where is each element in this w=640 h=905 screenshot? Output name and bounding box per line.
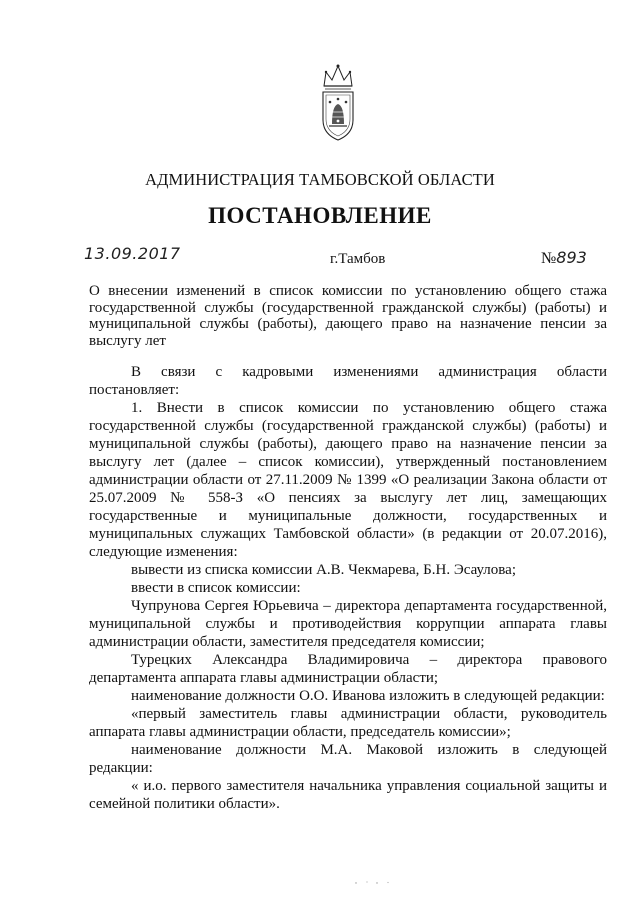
body-paragraph: «первый заместитель главы администрации области, руководитель аппарата главы администрации области, председатель комиссии»; <box>89 706 607 740</box>
body-paragraph: Турецких Александра Владимировича – директора правового департамента аппарата главы администрации области; <box>89 652 607 686</box>
body-paragraph: Чупрунова Сергея Юрьевича – директора департамента государственной, муниципальной службы и противодействия коррупции аппарата главы администрации области, заместителя председателя комиссии; <box>89 598 607 650</box>
body-paragraph: постановляет: <box>89 382 180 398</box>
handwritten-date: 13.09.2017 <box>84 244 181 263</box>
handwritten-number: 893 <box>556 248 587 267</box>
city-label: г.Тамбов <box>330 251 386 267</box>
body-paragraph: ввести в список комиссии: <box>131 580 301 596</box>
document-subject: О внесении изменений в список комиссии по установлению общего стажа государственной службы (государственной гражданской службы) (работы) и муниципальной службы (работы), дающего право на назначение пенсии за выслугу лет <box>89 283 607 349</box>
body-paragraph: наименование должности М.А. Маковой изложить в следующей редакции: <box>89 742 607 776</box>
scan-artifact <box>353 880 393 886</box>
authority-name: АДМИНИСТРАЦИЯ ТАМБОВСКОЙ ОБЛАСТИ <box>145 170 495 189</box>
body-paragraph: вывести из списка комиссии А.В. Чекмарева, Б.Н. Эсаулова; <box>131 562 516 578</box>
number-sign: № <box>541 250 557 267</box>
body-paragraph: В связи с кадровыми изменениями администрация области <box>131 364 607 380</box>
document-number <box>541 248 587 268</box>
body-paragraph: наименование должности О.О. Иванова изложить в следующей редакции: <box>131 688 605 704</box>
document-body <box>89 363 607 813</box>
tambov-coat-of-arms-icon <box>318 62 358 144</box>
document-type-title: ПОСТАНОВЛЕНИЕ <box>208 203 432 228</box>
body-paragraph: 1. Внести в список комиссии по установлению общего стажа государственной службы (государственной гражданской службы) (работы) и муниципальной службы (работы), дающего право на назначение пенсии за выслугу лет (далее – список комиссии), утвержденный постановлением администрации области от 27.11.2009 № 1399 «О реализации Закона области от 25.07.2009 № 558-З «О пенсиях за выслугу лет лиц, замещающих государственные и муниципальные должности, государственных и муниципальных служащих Тамбовской области» (в редакции от 20.07.2016), следующие изменения: <box>89 400 607 560</box>
body-paragraph: « и.о. первого заместителя начальника управления социальной защиты и семейной политики области». <box>89 778 607 812</box>
